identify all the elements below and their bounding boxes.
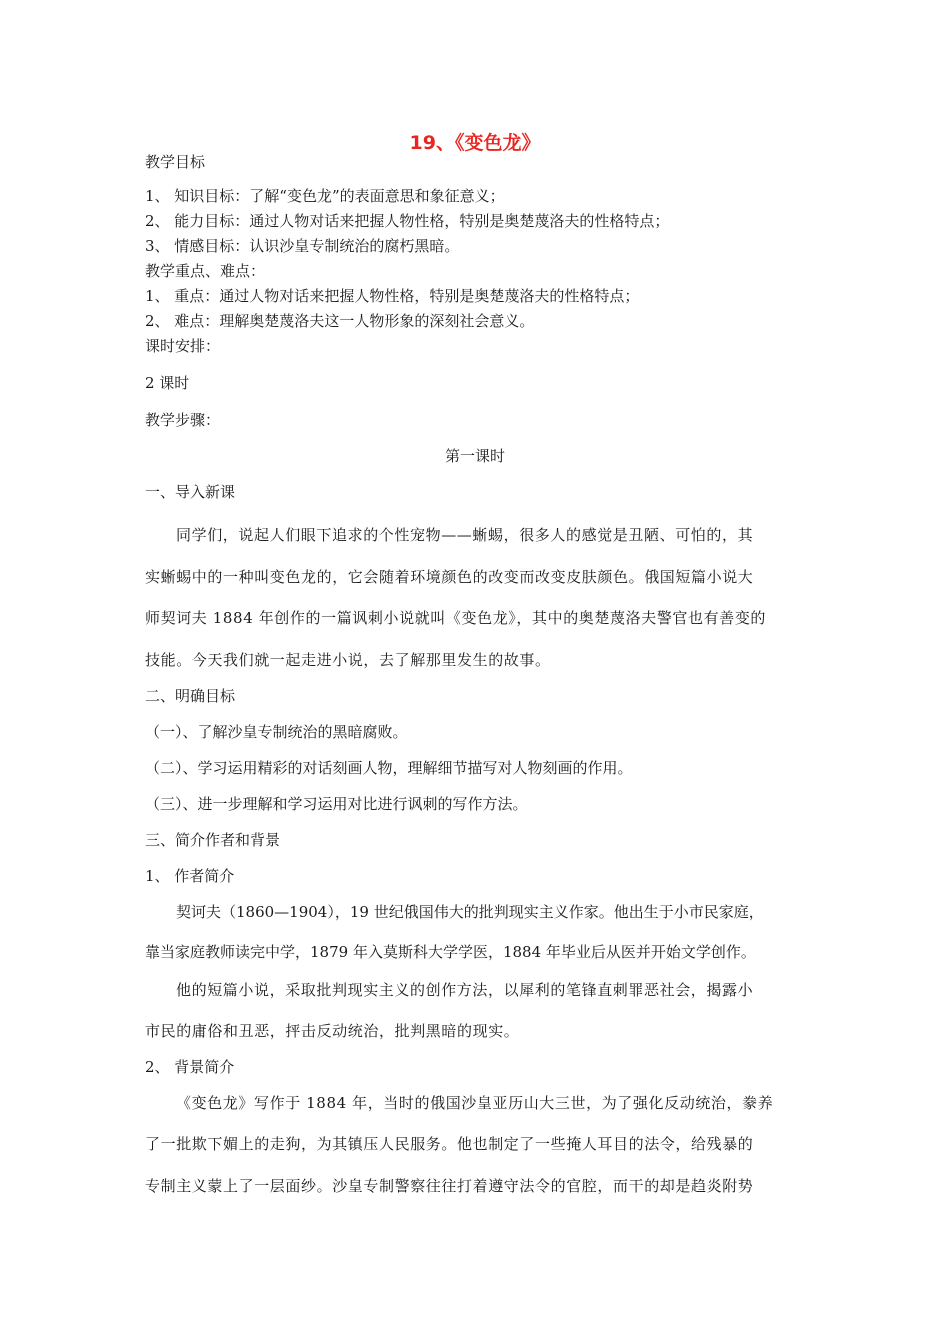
- objective-item: 3、 情感目标：认识沙皇专制统治的腐朽黑暗。: [145, 237, 460, 255]
- paragraph-line: 专制主义蒙上了一层面纱。沙皇专制警察往往打着遵守法令的官腔，而干的却是趋炎附势: [145, 1177, 754, 1195]
- section-heading: 二、明确目标: [145, 687, 236, 705]
- steps-heading: 教学步骤：: [145, 411, 221, 429]
- objectives-heading: 教学目标: [145, 153, 206, 171]
- paragraph-line: 市民的庸俗和丑恶，抨击反动统治，批判黑暗的现实。: [145, 1022, 520, 1040]
- section-heading: 一、导入新课: [145, 483, 236, 501]
- keypoints-heading: 教学重点、难点：: [145, 262, 266, 280]
- objective-item: 1、 知识目标：了解“变色龙”的表面意思和象征意义；: [145, 187, 505, 205]
- subsection-heading: 2、 背景简介: [145, 1058, 235, 1076]
- goal-item: （三）、进一步理解和学习运用对比进行讽刺的写作方法。: [145, 795, 528, 813]
- section-heading: 三、简介作者和背景: [145, 831, 281, 849]
- page-title: 19、《变色龙》: [409, 132, 541, 154]
- paragraph-line: 《变色龙》写作于 1884 年，当时的俄国沙皇亚历山大三世，为了强化反动统治，豢养: [176, 1094, 774, 1112]
- keypoint-item: 1、 重点：通过人物对话来把握人物性格，特别是奥楚蔑洛夫的性格特点；: [145, 287, 640, 305]
- paragraph-line: 师契诃夫 1884 年创作的一篇讽刺小说就叫《变色龙》，其中的奥楚蔑洛夫警官也有善变的: [145, 609, 767, 627]
- keypoint-item: 2、 难点：理解奥楚蔑洛夫这一人物形象的深刻社会意义。: [145, 312, 535, 330]
- schedule-value: 2 课时: [145, 374, 190, 392]
- paragraph-line: 靠当家庭教师读完中学，1879 年入莫斯科大学学医，1884 年毕业后从医并开始文学创作。: [145, 943, 756, 961]
- paragraph-line: 了一批欺下媚上的走狗，为其镇压人民服务。他也制定了一些掩人耳目的法令，给残暴的: [145, 1135, 754, 1153]
- paragraph-line: 同学们，说起人们眼下追求的个性宠物——蜥蜴，很多人的感觉是丑陋、可怕的，其: [176, 526, 754, 544]
- subsection-heading: 1、 作者简介: [145, 867, 235, 885]
- paragraph-line: 实蜥蜴中的一种叫变色龙的，它会随着环境颜色的改变而改变皮肤颜色。俄国短篇小说大: [145, 568, 754, 586]
- schedule-heading: 课时安排：: [145, 337, 221, 355]
- paragraph-line: 他的短篇小说，采取批判现实主义的创作方法，以犀利的笔锋直刺罪恶社会，揭露小: [176, 981, 754, 999]
- paragraph-line: 技能。今天我们就一起走进小说，去了解那里发生的故事。: [145, 651, 551, 669]
- paragraph-line: 契诃夫（1860—1904），19 世纪俄国伟大的批判现实主义作家。他出生于小市民家庭，: [176, 903, 764, 921]
- goal-item: （一）、了解沙皇专制统治的黑暗腐败。: [145, 723, 408, 741]
- objective-item: 2、 能力目标：通过人物对话来把握人物性格，特别是奥楚蔑洛夫的性格特点；: [145, 212, 670, 230]
- goal-item: （二）、学习运用精彩的对话刻画人物，理解细节描写对人物刻画的作用。: [145, 759, 633, 777]
- lesson-title: 第一课时: [444, 447, 505, 465]
